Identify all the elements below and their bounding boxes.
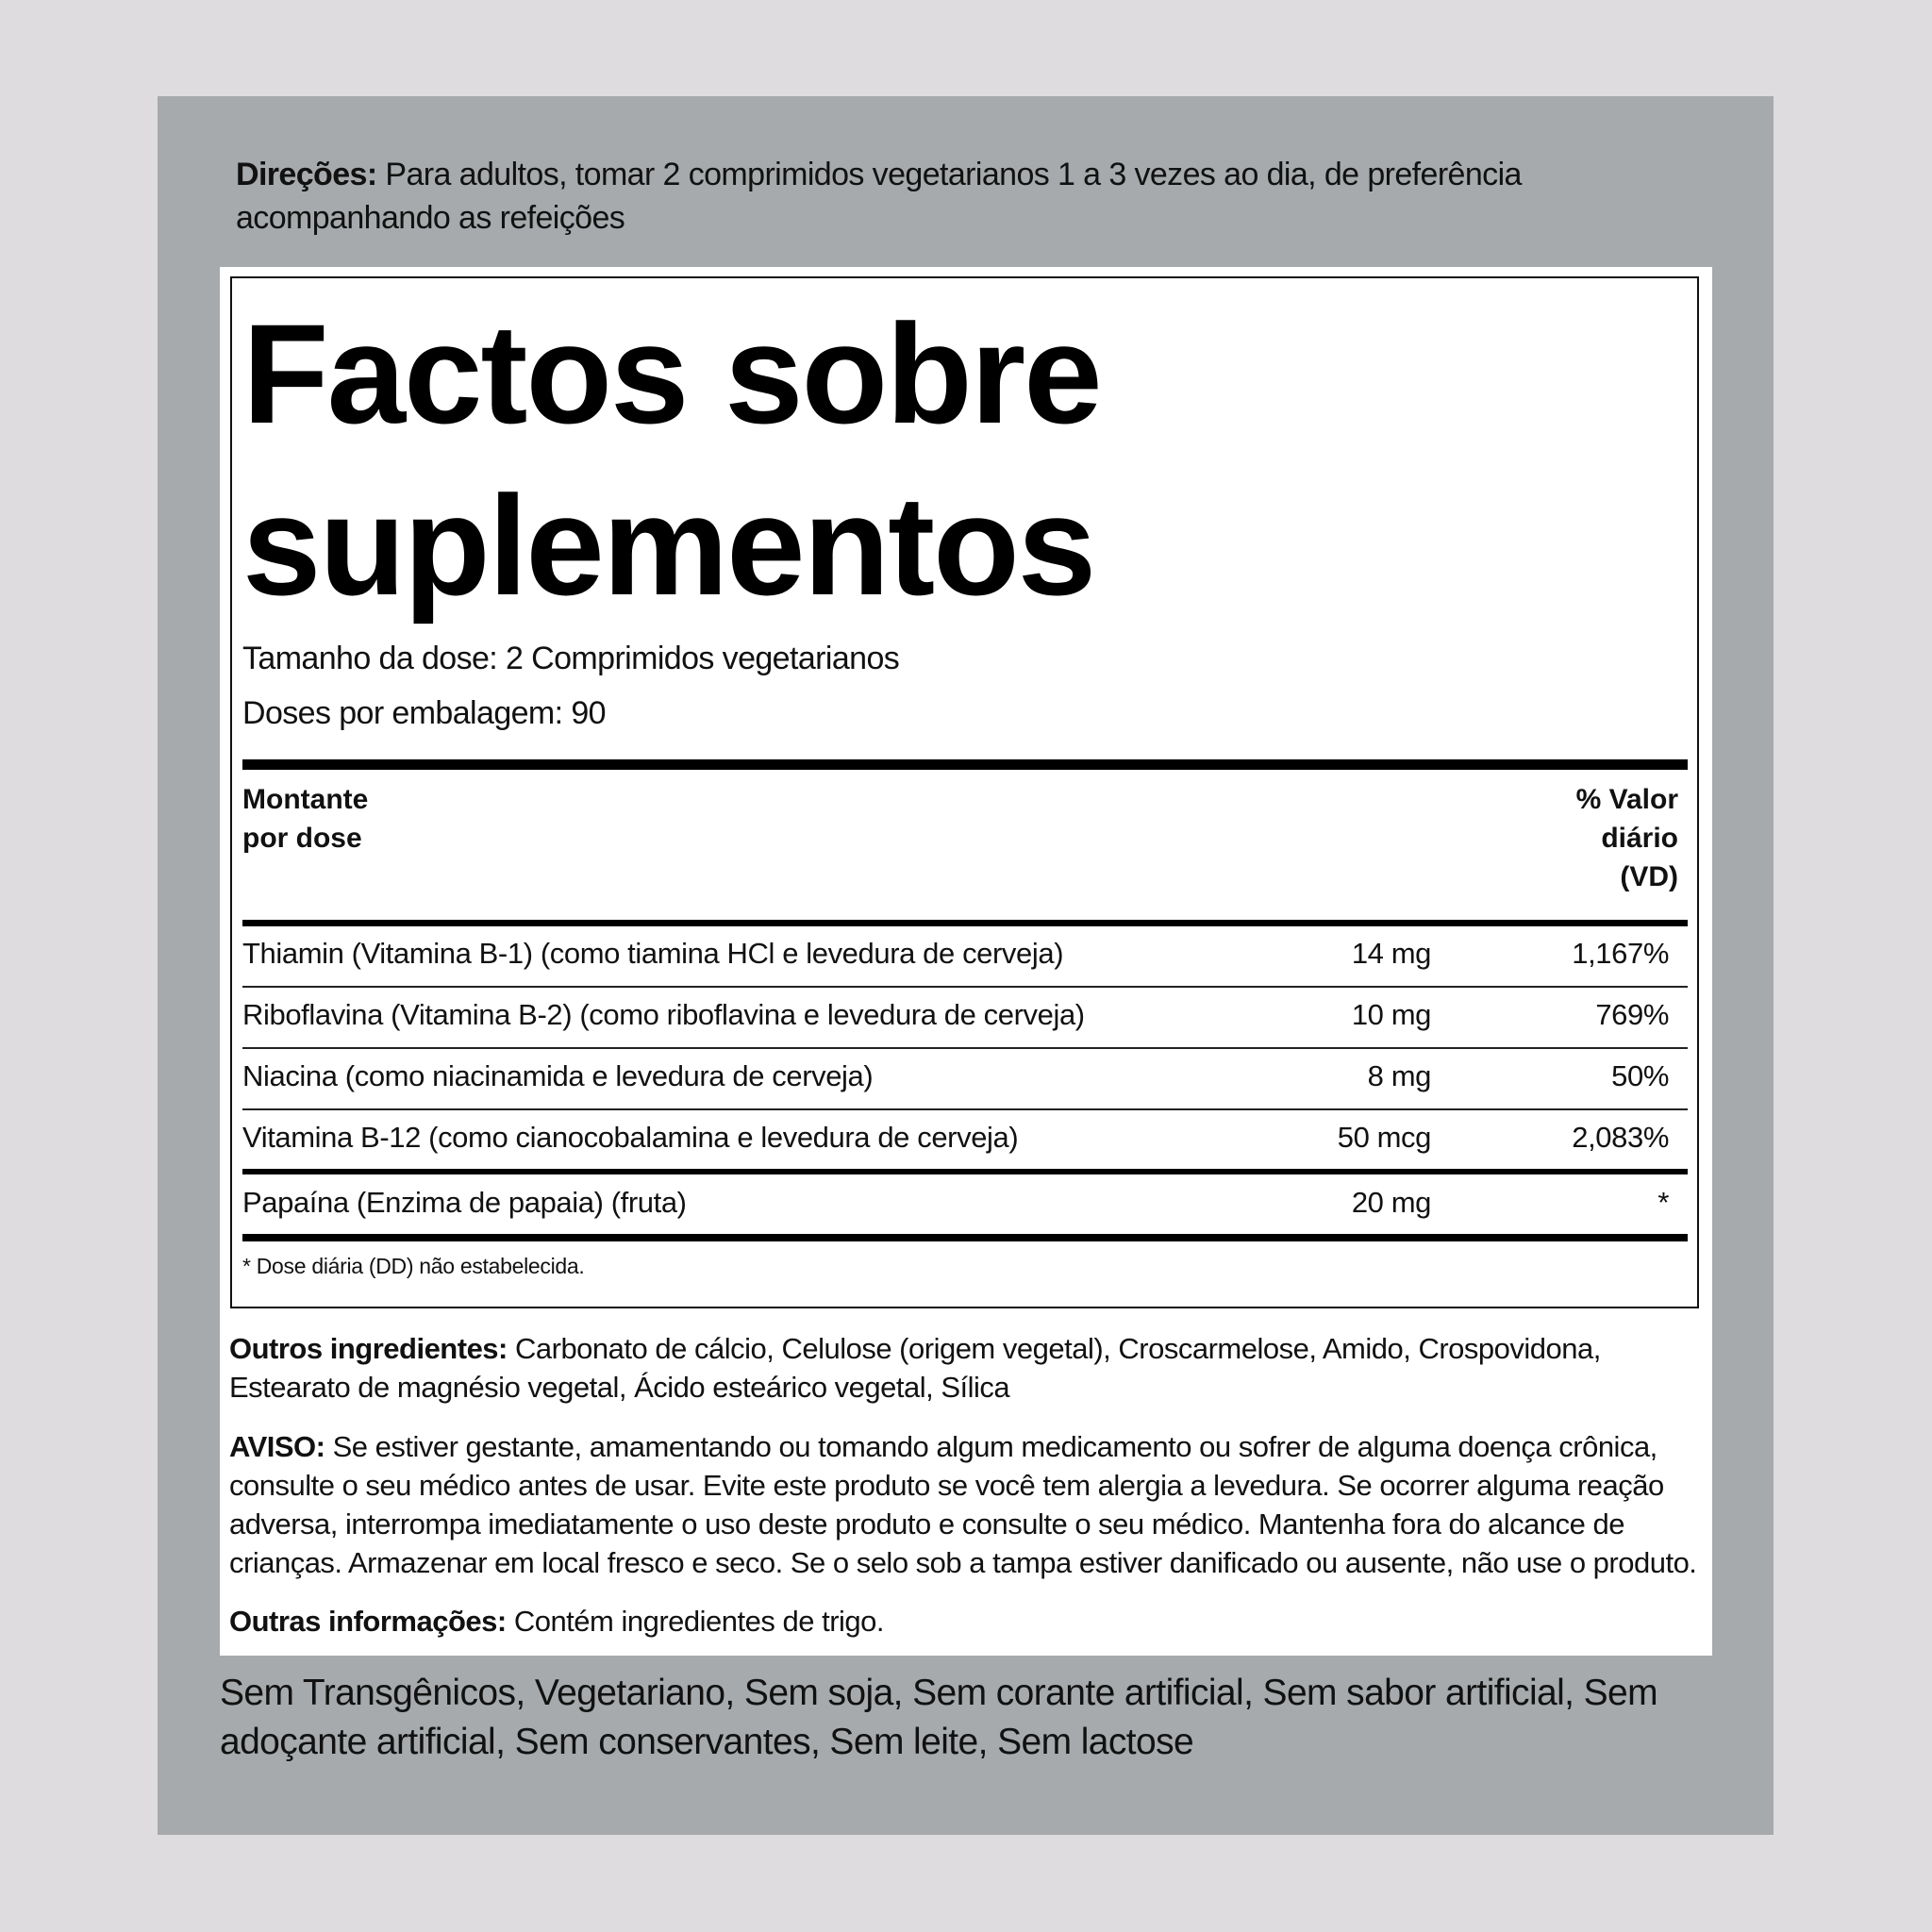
amount-per-serving-header xyxy=(242,780,368,858)
header-percent-value: % Valor xyxy=(1575,784,1678,815)
nutrient-name: Riboflavina (Vitamina B-2) (como riboflavina e levedura de cerveja) xyxy=(242,998,1085,1031)
table-row xyxy=(242,1176,1688,1233)
other-info xyxy=(229,1602,1710,1641)
supplement-facts-box xyxy=(230,276,1699,1308)
nutrient-amount: 14 mg xyxy=(1351,937,1431,970)
warning xyxy=(229,1427,1710,1582)
nutrient-name: Niacina (como niacinamida e levedura de cerveja) xyxy=(242,1059,874,1092)
header-daily: diário xyxy=(1601,823,1678,854)
header-amount: Montante xyxy=(242,784,369,815)
other-ingredients xyxy=(229,1329,1710,1407)
serving-size: Tamanho da dose: 2 Comprimidos vegetarianos xyxy=(242,641,900,676)
nutrient-name: Papaína (Enzima de papaia) (fruta) xyxy=(242,1186,687,1219)
other-ingredients-label: Outros ingredientes: xyxy=(229,1332,508,1365)
directions xyxy=(236,153,1707,240)
thick-rule-bottom xyxy=(242,1234,1688,1241)
thick-rule-section xyxy=(242,1169,1688,1174)
header-dv: (VD) xyxy=(1620,861,1678,892)
nutrient-name: Thiamin (Vitamina B-1) (como tiamina HCl e levedura de cerveja) xyxy=(242,937,1064,970)
product-claims: Sem Transgênicos, Vegetariano, Sem soja, Sem corante artificial, Sem sabor artificial, Sem adoçante artificial, Sem conservantes, Sem leite, Sem lactose xyxy=(220,1673,1658,1762)
warning-label: AVISO: xyxy=(229,1430,325,1463)
other-ingredients-text: Carbonato de cálcio, Celulose (origem vegetal), Croscarmelose, Amido, Crospovidona, Estearato de magnésio vegetal, Ácido esteárico vegetal, Sílica xyxy=(229,1332,1601,1404)
nutrient-amount: 10 mg xyxy=(1351,998,1431,1031)
other-info-text: Contém ingredientes de trigo. xyxy=(506,1605,884,1638)
directions-label: Direções: xyxy=(236,157,377,192)
directions-text: Para adultos, tomar 2 comprimidos vegetarianos 1 a 3 vezes ao dia, de preferência acompanhando as refeições xyxy=(236,157,1522,236)
servings-per-container: Doses por embalagem: 90 xyxy=(242,695,606,731)
nutrient-dv: 50% xyxy=(1611,1059,1669,1092)
row-divider xyxy=(242,1108,1688,1110)
label-panel xyxy=(158,96,1774,1835)
nutrient-amount: 20 mg xyxy=(1351,1186,1431,1219)
thick-rule-top xyxy=(242,759,1688,770)
daily-value-header xyxy=(1490,780,1678,896)
thick-rule-header xyxy=(242,920,1688,926)
nutrient-name: Vitamina B-12 (como cianocobalamina e levedura de cerveja) xyxy=(242,1121,1019,1154)
row-divider xyxy=(242,1047,1688,1049)
table-row xyxy=(242,989,1688,1045)
row-divider xyxy=(242,986,1688,988)
footnote: * Dose diária (DD) não estabelecida. xyxy=(242,1254,585,1278)
nutrient-dv: 1,167% xyxy=(1572,937,1669,970)
warning-text: Se estiver gestante, amamentando ou tomando algum medicamento ou sofrer de alguma doença crônica, consulte o seu médico antes de usar. Evite este produto se você tem alergia a levedura. Se ocorrer alguma reação adversa, interrompa imediatamente o uso deste produto e consulte o seu médico. Mantenha fora do alcance de crianças. Armazenar em local fresco e seco. Se o selo sob a tampa estiver danificado ou ausente, não use o produto. xyxy=(229,1430,1697,1579)
facts-container xyxy=(220,267,1712,1656)
nutrient-dv: 2,083% xyxy=(1572,1121,1669,1154)
facts-title: Factos sobre suplementos xyxy=(242,294,1101,625)
table-row xyxy=(242,927,1688,984)
nutrient-amount: 8 mg xyxy=(1367,1059,1431,1092)
header-per-serving: por dose xyxy=(242,823,362,854)
table-row xyxy=(242,1050,1688,1107)
nutrient-dv: * xyxy=(1657,1186,1669,1219)
other-info-label: Outras informações: xyxy=(229,1605,507,1638)
table-row xyxy=(242,1111,1688,1168)
nutrient-amount: 50 mcg xyxy=(1337,1121,1431,1154)
nutrient-dv: 769% xyxy=(1595,998,1669,1031)
